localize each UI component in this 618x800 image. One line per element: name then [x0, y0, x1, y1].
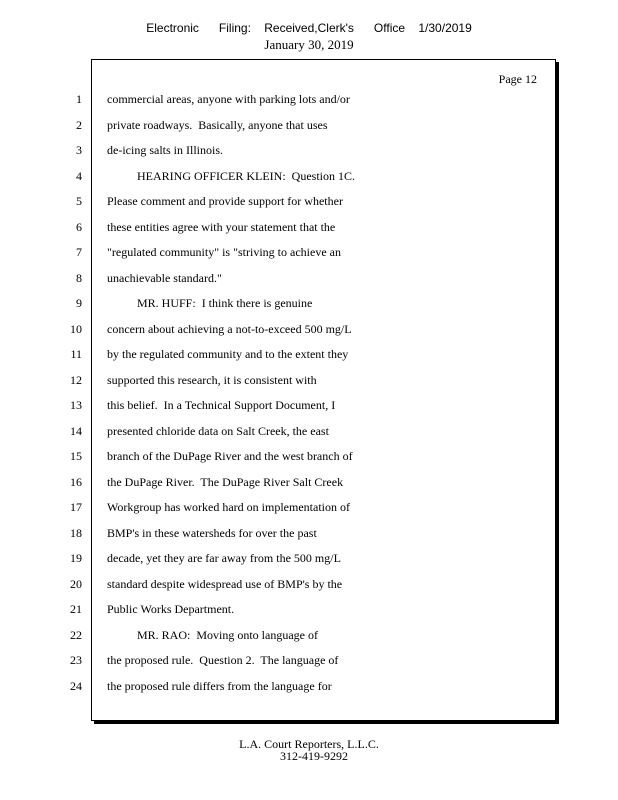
transcript-line: decade, yet they are far away from the 500 mg/L: [107, 551, 341, 565]
line-number: 10: [70, 321, 82, 336]
line-number: 18: [70, 525, 82, 540]
line-number: 2: [76, 117, 82, 132]
reporter-phone: 312-419-9292: [280, 749, 348, 763]
transcript-line: MR. HUFF: I think there is genuine: [107, 296, 313, 310]
transcript-line: BMP's in these watersheds for over the past: [107, 525, 317, 540]
line-number: 16: [70, 474, 82, 489]
transcript-line: concern about achieving a not-to-exceed 500 mg/L: [107, 321, 352, 336]
line-number: 14: [70, 423, 82, 438]
line-number: 11: [70, 347, 82, 361]
transcript-line: the DuPage River. The DuPage River Salt Creek: [107, 474, 344, 489]
transcript-line: branch of the DuPage River and the west branch of: [107, 449, 353, 463]
line-number: 20: [70, 576, 82, 591]
transcript-line: commercial areas, anyone with parking lots and/or: [107, 92, 350, 106]
line-number: 5: [76, 194, 82, 208]
reporter-company: L.A. Court Reporters, L.L.C.: [239, 737, 379, 751]
page-number: Page 12: [498, 72, 537, 86]
line-number: 24: [70, 678, 82, 693]
line-number: 17: [70, 500, 82, 514]
line-number: 4: [76, 168, 82, 183]
transcript-line: Public Works Department.: [107, 602, 235, 616]
line-number: 22: [70, 627, 82, 642]
transcript-line: the proposed rule differs from the language for: [107, 678, 332, 693]
line-number: 15: [70, 449, 82, 463]
line-number: 1: [76, 92, 82, 106]
line-number: 19: [70, 551, 82, 565]
transcript-line: "regulated community" is "striving to achieve an: [107, 245, 341, 259]
line-number: 7: [76, 245, 82, 259]
line-number: 13: [70, 398, 82, 412]
transcript-line: MR. RAO: Moving onto language of: [107, 627, 318, 642]
transcript-line: private roadways. Basically, anyone that uses: [107, 117, 328, 132]
transcript-line: supported this research, it is consistent with: [107, 372, 317, 387]
transcript-page-frame: [91, 59, 556, 721]
transcript-line: de-icing salts in Illinois.: [107, 143, 223, 157]
line-number: 23: [70, 653, 82, 667]
line-number: 8: [76, 270, 82, 285]
transcript-line: unachievable standard.": [107, 270, 222, 285]
transcript-line: Workgroup has worked hard on implementation of: [107, 500, 350, 514]
filing-stamp: Electronic Filing: Received,Clerk's Office 1/30/2019: [146, 21, 472, 35]
transcript-line: the proposed rule. Question 2. The language of: [107, 653, 339, 667]
transcript-line: standard despite widespread use of BMP's by the: [107, 576, 343, 591]
line-number: 9: [76, 296, 82, 310]
line-number: 6: [76, 219, 82, 234]
transcript-line: HEARING OFFICER KLEIN: Question 1C.: [107, 168, 355, 183]
line-number: 3: [76, 143, 82, 157]
line-number: 12: [70, 372, 82, 387]
transcript-line: these entities agree with your statement that the: [107, 219, 336, 234]
transcript-line: presented chloride data on Salt Creek, the east: [107, 423, 329, 438]
transcript-line: this belief. In a Technical Support Document, I: [107, 398, 336, 412]
line-number: 21: [70, 602, 82, 616]
transcript-line: by the regulated community and to the extent they: [107, 347, 349, 361]
transcript-date: January 30, 2019: [264, 37, 354, 52]
transcript-line: Please comment and provide support for whether: [107, 194, 343, 208]
